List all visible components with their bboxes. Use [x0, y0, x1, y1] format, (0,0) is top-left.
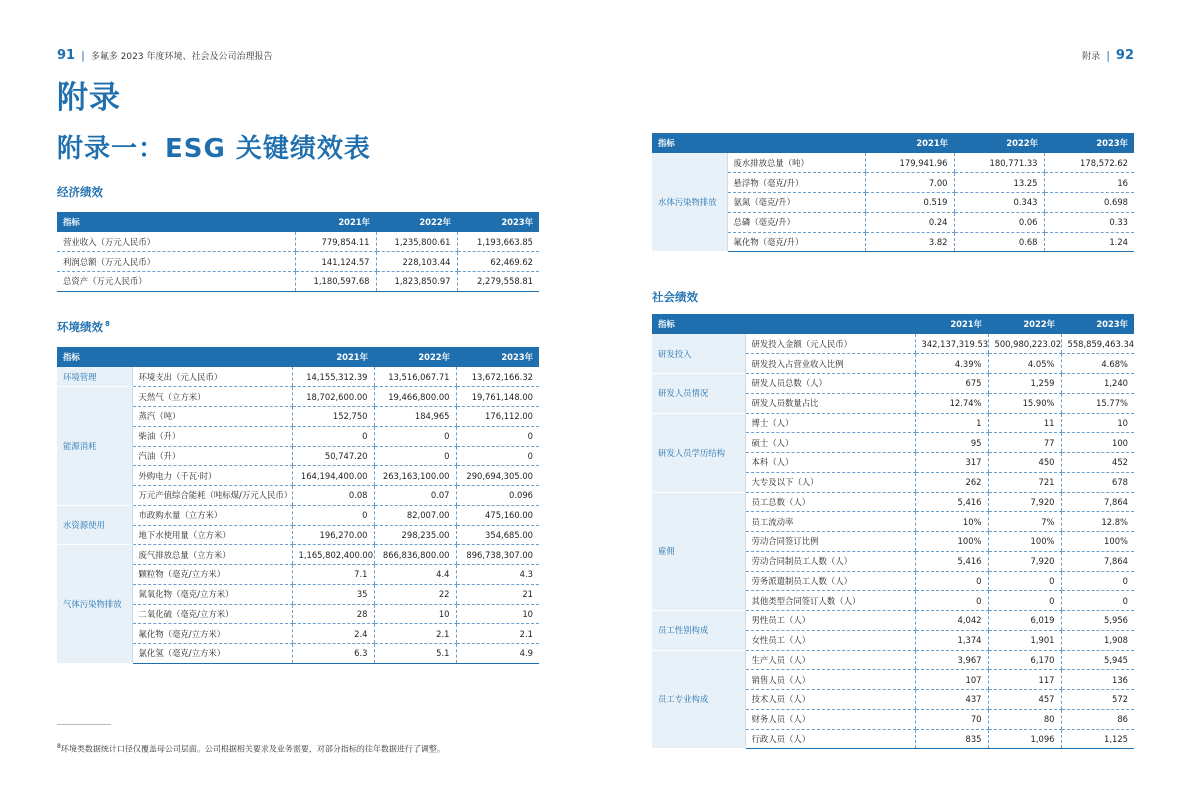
- value-cell: 136: [1061, 670, 1134, 690]
- indicator-cell: 蒸汽（吨）: [132, 407, 292, 427]
- indicator-cell: 技术人员（人）: [745, 690, 915, 710]
- category-cell: 雇佣: [652, 492, 745, 611]
- value-cell: 95: [915, 433, 988, 453]
- value-cell: 0: [292, 426, 374, 446]
- value-cell: 10: [456, 604, 539, 624]
- column-header: 2022年: [374, 347, 456, 367]
- indicator-cell: 劳动合同签订比例: [745, 532, 915, 552]
- category-cell: 水资源使用: [57, 505, 132, 545]
- value-cell: 0: [374, 446, 456, 466]
- column-header: 2021年: [295, 212, 376, 232]
- value-cell: 0: [988, 571, 1061, 591]
- value-cell: 0.06: [954, 212, 1044, 232]
- indicator-cell: 员工流动率: [745, 512, 915, 532]
- value-cell: 475,160.00: [456, 505, 539, 525]
- value-cell: 184,965: [374, 407, 456, 427]
- value-cell: 0: [1061, 591, 1134, 611]
- table-header-row: [57, 347, 539, 367]
- value-cell: 80: [988, 709, 1061, 729]
- value-cell: 0: [456, 446, 539, 466]
- value-cell: 5,956: [1061, 611, 1134, 631]
- footnote-text: 环境类数据统计口径仅覆盖母公司层面。公司根据相关要求及业务需要，对部分指标的往年数据进行了调整。: [60, 744, 445, 754]
- table-row: [57, 505, 539, 525]
- value-cell: 14,155,312.39: [292, 367, 374, 387]
- indicator-cell: 汽油（升）: [132, 446, 292, 466]
- value-cell: 678: [1061, 472, 1134, 492]
- indicator-cell: 员工总数（人）: [745, 492, 915, 512]
- value-cell: 1,180,597.68: [295, 272, 376, 292]
- value-cell: 100%: [915, 532, 988, 552]
- value-cell: 290,694,305.00: [456, 466, 539, 486]
- value-cell: 0: [292, 505, 374, 525]
- indicator-cell: 废水排放总量（吨）: [727, 153, 865, 173]
- indicator-cell: 生产人员（人）: [745, 650, 915, 670]
- value-cell: 7%: [988, 512, 1061, 532]
- value-cell: 2.4: [292, 624, 374, 644]
- table-row: [57, 252, 539, 272]
- header-separator: |: [81, 49, 85, 62]
- value-cell: 1,259: [988, 374, 1061, 394]
- indicator-cell: 氨氮（毫克/升）: [727, 193, 865, 213]
- indicator-cell: 本科（人）: [745, 453, 915, 473]
- water-pollutant-table: [652, 133, 1134, 252]
- footnote: [57, 743, 445, 755]
- category-cell: 气体污染物排放: [57, 545, 132, 664]
- value-cell: 7.1: [292, 565, 374, 585]
- value-cell: 10: [374, 604, 456, 624]
- category-cell: 研发投入: [652, 334, 745, 374]
- value-cell: 0: [1061, 571, 1134, 591]
- value-cell: 176,112.00: [456, 407, 539, 427]
- value-cell: 77: [988, 433, 1061, 453]
- value-cell: 13,672,166.32: [456, 367, 539, 387]
- value-cell: 0: [456, 426, 539, 446]
- value-cell: 152,750: [292, 407, 374, 427]
- value-cell: 5,416: [915, 551, 988, 571]
- value-cell: 180,771.33: [954, 153, 1044, 173]
- value-cell: 228,103.44: [376, 252, 457, 272]
- value-cell: 0.698: [1044, 193, 1134, 213]
- value-cell: 5.1: [374, 644, 456, 664]
- indicator-cell: 营业收入（万元人民币）: [57, 232, 295, 252]
- indicator-cell: 柴油（升）: [132, 426, 292, 446]
- value-cell: 18,702,600.00: [292, 387, 374, 407]
- category-cell: 员工性别构成: [652, 611, 745, 651]
- indicator-cell: 市政购水量（立方米）: [132, 505, 292, 525]
- value-cell: 2.1: [374, 624, 456, 644]
- column-header: 2022年: [376, 212, 457, 232]
- category-cell: 员工专业构成: [652, 650, 745, 749]
- value-cell: 178,572.62: [1044, 153, 1134, 173]
- value-cell: 7.00: [865, 173, 954, 193]
- value-cell: 721: [988, 472, 1061, 492]
- value-cell: 835: [915, 729, 988, 749]
- value-cell: 100%: [988, 532, 1061, 552]
- value-cell: 4.39%: [915, 354, 988, 374]
- value-cell: 0.519: [865, 193, 954, 213]
- column-header: 指标: [57, 347, 292, 367]
- value-cell: 13,516,067.71: [374, 367, 456, 387]
- value-cell: 82,007.00: [374, 505, 456, 525]
- indicator-cell: 地下水使用量（立方米）: [132, 525, 292, 545]
- value-cell: 0.096: [456, 486, 539, 506]
- value-cell: 675: [915, 374, 988, 394]
- value-cell: 62,469.62: [457, 252, 539, 272]
- value-cell: 1,096: [988, 729, 1061, 749]
- value-cell: 7,864: [1061, 492, 1134, 512]
- category-cell: 水体污染物排放: [652, 153, 727, 252]
- value-cell: 572: [1061, 690, 1134, 710]
- left-page-header: [57, 48, 272, 63]
- value-cell: 117: [988, 670, 1061, 690]
- value-cell: 0.07: [374, 486, 456, 506]
- value-cell: 3,967: [915, 650, 988, 670]
- value-cell: 0.343: [954, 193, 1044, 213]
- page-title: 附录: [57, 80, 121, 116]
- value-cell: 22: [374, 584, 456, 604]
- value-cell: 354,685.00: [456, 525, 539, 545]
- table-row: [652, 374, 1134, 394]
- category-cell: 能源消耗: [57, 387, 132, 506]
- section-label: 附录: [1082, 52, 1101, 62]
- table-row: [57, 367, 539, 387]
- table-row: [652, 492, 1134, 512]
- footnote-mark: 8: [57, 743, 61, 750]
- value-cell: 2.1: [456, 624, 539, 644]
- indicator-cell: 研发人员数量占比: [745, 393, 915, 413]
- value-cell: 1,901: [988, 630, 1061, 650]
- indicator-cell: 其他类型合同签订人数（人）: [745, 591, 915, 611]
- value-cell: 1,165,802,400.00: [292, 545, 374, 565]
- indicator-cell: 财务人员（人）: [745, 709, 915, 729]
- value-cell: 2,279,558.81: [457, 272, 539, 292]
- value-cell: 342,137,319.53: [915, 334, 988, 354]
- indicator-cell: 总资产（万元人民币）: [57, 272, 295, 292]
- category-cell: 环境管理: [57, 367, 132, 387]
- value-cell: 50,747.20: [292, 446, 374, 466]
- column-header: 指标: [57, 212, 295, 232]
- column-header: 指标: [652, 314, 915, 334]
- indicator-cell: 万元产值综合能耗（吨标煤/万元人民币）: [132, 486, 292, 506]
- value-cell: 866,836,800.00: [374, 545, 456, 565]
- value-cell: 6.3: [292, 644, 374, 664]
- column-header: 2023年: [457, 212, 539, 232]
- table-row: [57, 272, 539, 292]
- value-cell: 1,908: [1061, 630, 1134, 650]
- value-cell: 107: [915, 670, 988, 690]
- value-cell: 779,854.11: [295, 232, 376, 252]
- value-cell: 500,980,223.02: [988, 334, 1061, 354]
- value-cell: 1: [915, 413, 988, 433]
- indicator-cell: 研发人员总数（人）: [745, 374, 915, 394]
- indicator-cell: 研发投入占营业收入比例: [745, 354, 915, 374]
- value-cell: 558,859,463.34: [1061, 334, 1134, 354]
- value-cell: 0: [915, 571, 988, 591]
- indicator-cell: 氟化物（毫克/立方米）: [132, 624, 292, 644]
- value-cell: 896,738,307.00: [456, 545, 539, 565]
- column-header: 2023年: [1061, 314, 1134, 334]
- table-row: [57, 232, 539, 252]
- page-subtitle: 附录一：ESG 关键绩效表: [57, 134, 371, 164]
- value-cell: 7,864: [1061, 551, 1134, 571]
- right-page-number: 92: [1115, 48, 1134, 63]
- indicator-cell: 劳动合同制员工人数（人）: [745, 551, 915, 571]
- value-cell: 7,920: [988, 492, 1061, 512]
- value-cell: 298,235.00: [374, 525, 456, 545]
- column-header: 2021年: [292, 347, 374, 367]
- value-cell: 4.68%: [1061, 354, 1134, 374]
- table-row: [652, 413, 1134, 433]
- footnote-reference: 8: [105, 320, 110, 329]
- indicator-cell: 总磷（毫克/升）: [727, 212, 865, 232]
- category-cell: 研发人员学历结构: [652, 413, 745, 492]
- economic-heading: 经济绩效: [57, 185, 103, 199]
- value-cell: 5,416: [915, 492, 988, 512]
- value-cell: 317: [915, 453, 988, 473]
- value-cell: 21: [456, 584, 539, 604]
- indicator-cell: 博士（人）: [745, 413, 915, 433]
- indicator-cell: 外购电力（千瓦·时）: [132, 466, 292, 486]
- table-row: [57, 387, 539, 407]
- value-cell: 6,019: [988, 611, 1061, 631]
- indicator-cell: 销售人员（人）: [745, 670, 915, 690]
- value-cell: 10%: [915, 512, 988, 532]
- value-cell: 4.05%: [988, 354, 1061, 374]
- indicator-cell: 废气排放总量（立方米）: [132, 545, 292, 565]
- value-cell: 1,240: [1061, 374, 1134, 394]
- value-cell: 0.68: [954, 232, 1044, 252]
- social-heading: 社会绩效: [652, 290, 698, 304]
- value-cell: 0: [915, 591, 988, 611]
- indicator-cell: 氯化氢（毫克/立方米）: [132, 644, 292, 664]
- value-cell: 1.24: [1044, 232, 1134, 252]
- value-cell: 0: [374, 426, 456, 446]
- value-cell: 6,170: [988, 650, 1061, 670]
- indicator-cell: 颗粒物（毫克/立方米）: [132, 565, 292, 585]
- economic-table: [57, 212, 539, 292]
- value-cell: 11: [988, 413, 1061, 433]
- value-cell: 16: [1044, 173, 1134, 193]
- indicator-cell: 行政人员（人）: [745, 729, 915, 749]
- column-header: 2021年: [915, 314, 988, 334]
- indicator-cell: 氟化物（毫克/升）: [727, 232, 865, 252]
- value-cell: 70: [915, 709, 988, 729]
- value-cell: 10: [1061, 413, 1134, 433]
- indicator-cell: 悬浮物（毫克/升）: [727, 173, 865, 193]
- table-row: [57, 545, 539, 565]
- value-cell: 35: [292, 584, 374, 604]
- value-cell: 1,193,663.85: [457, 232, 539, 252]
- column-header: 2022年: [954, 133, 1044, 153]
- value-cell: 263,163,100.00: [374, 466, 456, 486]
- value-cell: 86: [1061, 709, 1134, 729]
- indicator-cell: 天然气（立方米）: [132, 387, 292, 407]
- value-cell: 100: [1061, 433, 1134, 453]
- value-cell: 450: [988, 453, 1061, 473]
- value-cell: 0: [988, 591, 1061, 611]
- indicator-cell: 研发投入金额（元人民币）: [745, 334, 915, 354]
- value-cell: 4.4: [374, 565, 456, 585]
- value-cell: 12.74%: [915, 393, 988, 413]
- value-cell: 7,920: [988, 551, 1061, 571]
- environmental-table: [57, 347, 539, 664]
- right-page-header: [1082, 48, 1134, 63]
- indicator-cell: 女性员工（人）: [745, 630, 915, 650]
- indicator-cell: 氮氧化物（毫克/立方米）: [132, 584, 292, 604]
- indicator-cell: 大专及以下（人）: [745, 472, 915, 492]
- value-cell: 1,235,800.61: [376, 232, 457, 252]
- table-row: [652, 153, 1134, 173]
- column-header: 2023年: [456, 347, 539, 367]
- value-cell: 196,270.00: [292, 525, 374, 545]
- column-header: 2021年: [865, 133, 954, 153]
- social-table: [652, 314, 1134, 749]
- footnote-divider: [57, 724, 111, 725]
- value-cell: 262: [915, 472, 988, 492]
- value-cell: 1,125: [1061, 729, 1134, 749]
- value-cell: 28: [292, 604, 374, 624]
- value-cell: 4.3: [456, 565, 539, 585]
- header-separator: |: [1106, 49, 1110, 62]
- category-cell: 研发人员情况: [652, 374, 745, 414]
- value-cell: 0.08: [292, 486, 374, 506]
- environmental-heading-text: 环境绩效: [57, 320, 103, 334]
- value-cell: 452: [1061, 453, 1134, 473]
- value-cell: 19,466,800.00: [374, 387, 456, 407]
- indicator-cell: 环境支出（元人民币）: [132, 367, 292, 387]
- column-header: 2022年: [988, 314, 1061, 334]
- value-cell: 1,823,850.97: [376, 272, 457, 292]
- indicator-cell: 硕士（人）: [745, 433, 915, 453]
- value-cell: 15.90%: [988, 393, 1061, 413]
- value-cell: 4,042: [915, 611, 988, 631]
- column-header: 指标: [652, 133, 865, 153]
- column-header: 2023年: [1044, 133, 1134, 153]
- value-cell: 19,761,148.00: [456, 387, 539, 407]
- value-cell: 12.8%: [1061, 512, 1134, 532]
- value-cell: 13.25: [954, 173, 1044, 193]
- table-header-row: [652, 314, 1134, 334]
- table-row: [652, 334, 1134, 354]
- value-cell: 457: [988, 690, 1061, 710]
- value-cell: 141,124.57: [295, 252, 376, 272]
- left-page-number: 91: [57, 48, 76, 63]
- environmental-heading: [57, 319, 110, 335]
- indicator-cell: 二氧化硫（毫克/立方米）: [132, 604, 292, 624]
- table-header-row: [652, 133, 1134, 153]
- table-row: [652, 611, 1134, 631]
- value-cell: 3.82: [865, 232, 954, 252]
- value-cell: 437: [915, 690, 988, 710]
- value-cell: 4.9: [456, 644, 539, 664]
- indicator-cell: 男性员工（人）: [745, 611, 915, 631]
- value-cell: 5,945: [1061, 650, 1134, 670]
- value-cell: 0.33: [1044, 212, 1134, 232]
- value-cell: 15.77%: [1061, 393, 1134, 413]
- value-cell: 164,194,400.00: [292, 466, 374, 486]
- value-cell: 100%: [1061, 532, 1134, 552]
- indicator-cell: 劳务派遣制员工人数（人）: [745, 571, 915, 591]
- report-title: 多氟多 2023 年度环境、社会及公司治理报告: [90, 52, 273, 62]
- table-header-row: [57, 212, 539, 232]
- value-cell: 1,374: [915, 630, 988, 650]
- indicator-cell: 利润总额（万元人民币）: [57, 252, 295, 272]
- value-cell: 179,941.96: [865, 153, 954, 173]
- table-row: [652, 650, 1134, 670]
- value-cell: 0.24: [865, 212, 954, 232]
